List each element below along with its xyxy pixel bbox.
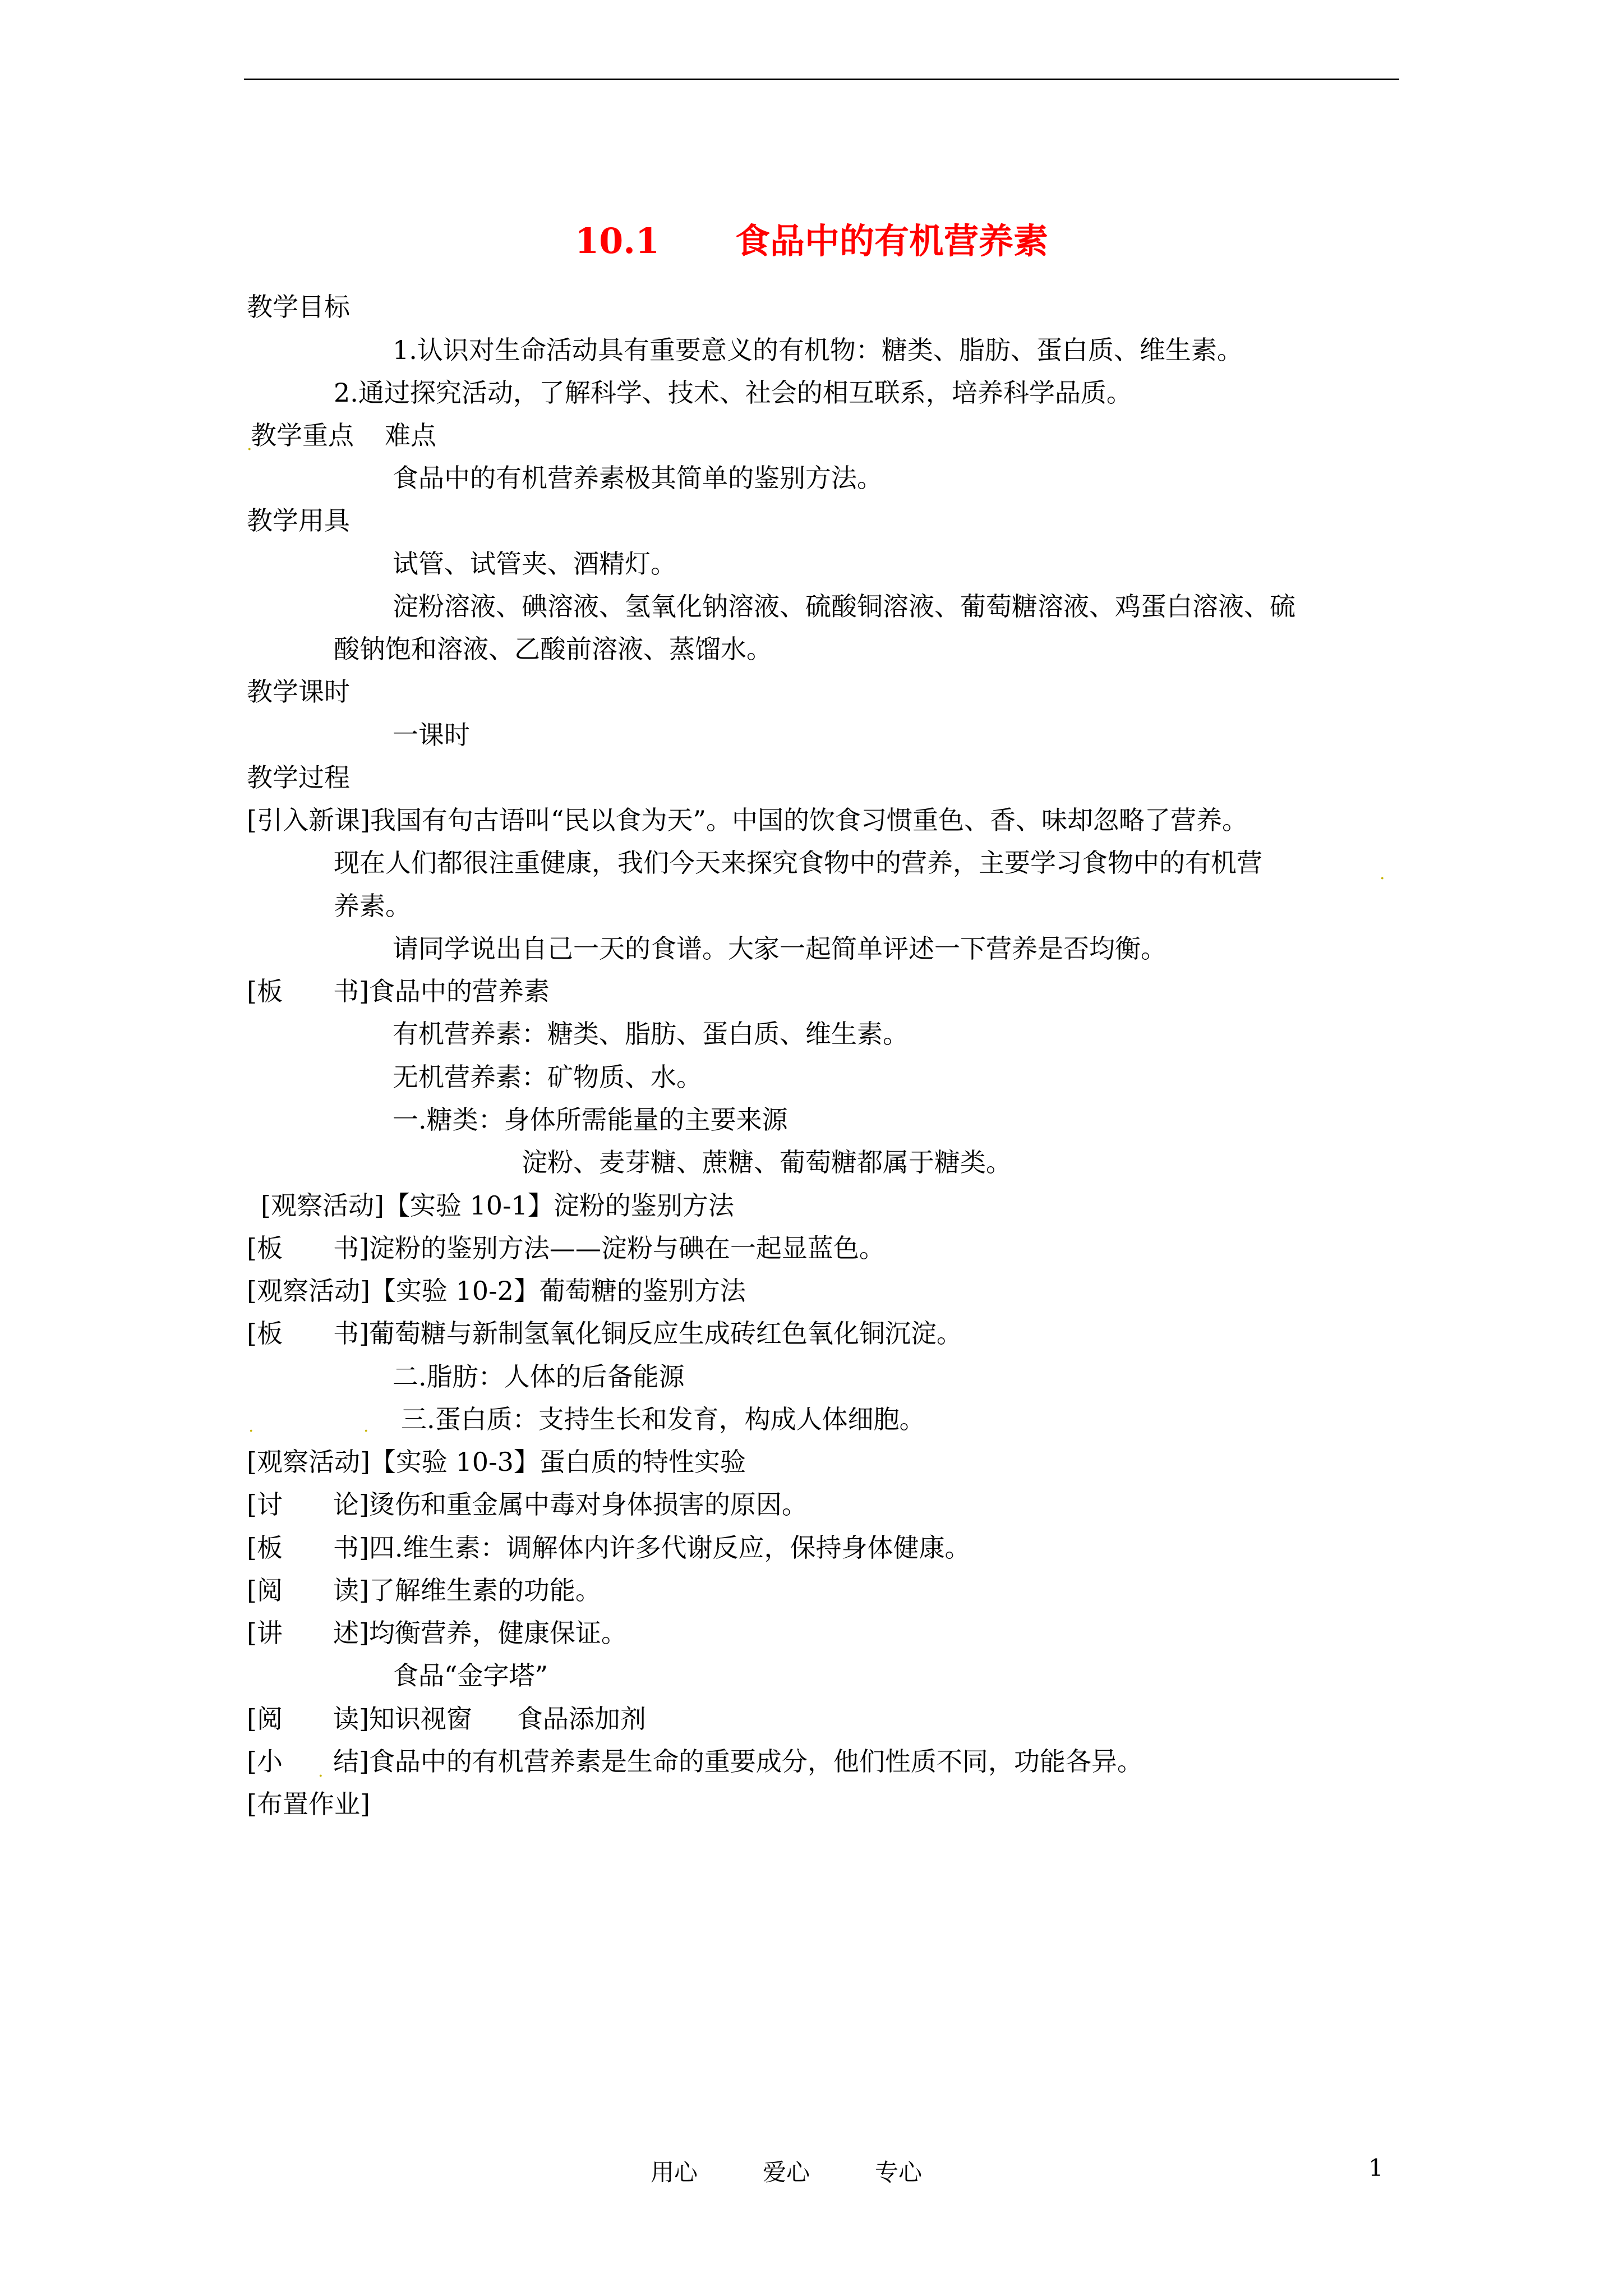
footer-motto-1: 用心 bbox=[651, 2159, 698, 2186]
keypoints-text: 食品中的有机营养素极其简单的鉴别方法。 bbox=[393, 463, 883, 493]
stray-mark: . bbox=[363, 1416, 369, 1436]
board-line-4: [板 书]四.维生素：调解体内许多代谢反应，保持身体健康。 bbox=[247, 1533, 971, 1563]
organic-nutrients: 有机营养素：糖类、脂肪、蛋白质、维生素。 bbox=[393, 1019, 909, 1049]
food-pyramid: 食品“金字塔” bbox=[393, 1660, 548, 1691]
page-title bbox=[0, 216, 1623, 266]
experiment-1: [观察活动]【实验 10-1】淀粉的鉴别方法 bbox=[261, 1190, 734, 1221]
tools-line-2: 淀粉溶液、碘溶液、氢氧化钠溶液、硫酸铜溶液、葡萄糖溶液、鸡蛋白溶液、硫 bbox=[393, 591, 1295, 622]
sugar-heading: 一.糖类：身体所需能量的主要来源 bbox=[393, 1105, 788, 1135]
read-line-2: [阅 读]知识视窗 食品添加剂 bbox=[247, 1704, 646, 1734]
heading-goals: 教学目标 bbox=[247, 292, 350, 322]
summary-line: [小 结]食品中的有机营养素是生命的重要成分，他们性质不同，功能各异。 bbox=[247, 1746, 1143, 1777]
read-line-1: [阅 读]了解维生素的功能。 bbox=[247, 1575, 601, 1605]
hours-text: 一课时 bbox=[393, 720, 470, 750]
protein-heading: 三.蛋白质：支持生长和发育，构成人体细胞。 bbox=[401, 1404, 925, 1434]
title-number: 10.1 bbox=[574, 220, 660, 261]
heading-keypoints: 教学重点 难点 bbox=[251, 420, 436, 450]
stray-mark: . bbox=[318, 1761, 324, 1781]
heading-tools: 教学用具 bbox=[247, 505, 350, 536]
intro-line-2: 现在人们都很注重健康，我们今天来探究食物中的营养，主要学习食物中的有机营 bbox=[334, 848, 1262, 878]
experiment-2: [观察活动]【实验 10-2】葡萄糖的鉴别方法 bbox=[247, 1276, 746, 1306]
sugar-sub: 淀粉、麦芽糖、蔗糖、葡萄糖都属于糖类。 bbox=[522, 1147, 1012, 1177]
stray-mark: . bbox=[247, 435, 252, 454]
stray-mark: . bbox=[248, 1416, 254, 1436]
tools-line-3: 酸钠饱和溶液、乙酸前溶液、蒸馏水。 bbox=[334, 634, 772, 664]
stray-mark: . bbox=[1380, 864, 1385, 884]
lecture-line: [讲 述]均衡营养，健康保证。 bbox=[247, 1618, 627, 1648]
board-line-2: [板 书]淀粉的鉴别方法——淀粉与碘在一起显蓝色。 bbox=[247, 1233, 885, 1263]
board-line-1: [板 书]食品中的营养素 bbox=[247, 976, 550, 1006]
fat-heading: 二.脂肪：人体的后备能源 bbox=[393, 1361, 685, 1392]
heading-hours: 教学课时 bbox=[247, 677, 350, 707]
homework-line: [布置作业] bbox=[247, 1789, 370, 1819]
experiment-3: [观察活动]【实验 10-3】蛋白质的特性实验 bbox=[247, 1447, 746, 1477]
goal-2: 2.通过探究活动，了解科学、技术、社会的相互联系，培养科学品质。 bbox=[334, 378, 1132, 408]
footer-motto-2: 爱心 bbox=[763, 2159, 810, 2186]
page-number: 1 bbox=[1368, 2154, 1384, 2182]
inorganic-nutrients: 无机营养素：矿物质、水。 bbox=[393, 1062, 702, 1092]
goal-1: 1.认识对生命活动具有重要意义的有机物：糖类、脂肪、蛋白质、维生素。 bbox=[393, 335, 1243, 365]
tools-line-1: 试管、试管夹、酒精灯。 bbox=[393, 549, 676, 579]
intro-line-4: 请同学说出自己一天的食谱。大家一起简单评述一下营养是否均衡。 bbox=[393, 933, 1166, 964]
board-line-3: [板 书]葡萄糖与新制氢氧化铜反应生成砖红色氧化铜沉淀。 bbox=[247, 1318, 962, 1349]
discuss-line: [讨 论]烫伤和重金属中毒对身体损害的原因。 bbox=[247, 1489, 808, 1520]
intro-line-1: [引入新课]我国有句古语叫“民以食为天”。中国的饮食习惯重色、香、味却忽略了营养。 bbox=[247, 805, 1248, 835]
header-rule bbox=[244, 79, 1399, 80]
heading-process: 教学过程 bbox=[247, 762, 350, 793]
intro-line-3: 养素。 bbox=[334, 891, 411, 921]
title-text: 食品中的有机营养素 bbox=[735, 220, 1049, 261]
footer-motto-3: 专心 bbox=[875, 2159, 923, 2186]
